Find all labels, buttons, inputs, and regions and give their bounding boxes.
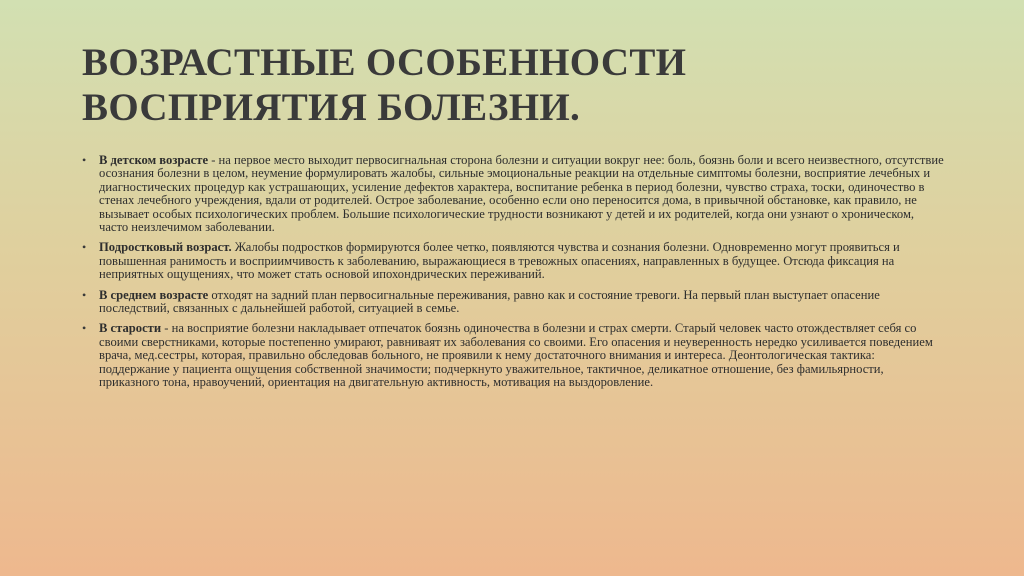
- slide-title-line-1: ВОЗРАСТНЫЕ ОСОБЕННОСТИ: [82, 41, 687, 84]
- bullet-dot-icon: •: [82, 153, 87, 167]
- bullet-dot-icon: •: [82, 321, 87, 336]
- bullet-adolescence: [82, 241, 944, 281]
- bullet-childhood: [82, 154, 944, 234]
- bullet-old-age: [82, 322, 944, 389]
- bullet-text: - на восприятие болезни накладывает отпечаток боязнь одиночества в болезни и страх смерти. Старый человек часто отождествляет себя со своими сверстниками, которые постепенно умирают, равниваят их заболевания со своими. Его опасения и неуверенность нередко усиливается поведением врача, мед.сестры, которая, правильно обследовав больного, не проявили к нему достаточного внимания и интереса. Деонтологическая тактика: поддержание у пациента ощущения собственной значимости; подчеркнуто уважительное, тактичное, деликатное отношение, без фамильярности, приказного тона, нравоучений, ориентация на двигательную активность, мотивация на выздоровление.: [99, 321, 933, 390]
- bullet-middle-age: [82, 289, 944, 316]
- slide-title-line-2: ВОСПРИЯТИЯ БОЛЕЗНИ.: [82, 86, 581, 129]
- bullet-dot-icon: •: [82, 287, 87, 302]
- bullet-dot-icon: •: [82, 240, 87, 255]
- bullet-lead: В среднем возрасте: [99, 287, 209, 302]
- bullet-lead: В детском возрасте: [99, 153, 209, 167]
- bullet-lead: Подростковый возраст.: [99, 240, 232, 255]
- slide-title: [82, 40, 982, 130]
- bullet-lead: В старости: [99, 321, 162, 336]
- bullet-text: отходят на задний план первосигнальные переживания, равно как и состояние тревоги. На первый план выступает опасение последствий, связанных с дальнейшей работой, ситуацией в семье.: [99, 287, 880, 316]
- bullet-text: - на первое место выходит первосигнальная сторона болезни и ситуации вокруг нее: боль, боязнь боли и всего неизвестного, отсутствие осознания болезни в целом, неумение формулировать жалобы, сильные эмоциональные реакции на отдельные симптомы болезни, восприятие лечебных и диагностических процедур как устрашающих, усиление дефектов характера, воспитание ребенка в период болезни, чувство страха, тоски, одиночество в стенах лечебного учреждения, вдали от родителей. Острое заболевание, особенно если оно переносится дома, в привычной обстановке, как правило, не вызывает особых психологических проблем. Большие психологические трудности возникают у детей и их родителей, когда они узнают о хроническом, часто неизлечимом заболевании.: [99, 153, 944, 235]
- bullet-text: Жалобы подростков формируются более четко, появляются чувства и сознания болезни. Одновременно могут проявиться и повышенная ранимость и восприимчивость к заболеванию, выражающиеся в тревожных опасениях, направленных в будущее. Отсюда фиксация на неприятных ощущениях, что может стать основой ипохондрических переживаний.: [99, 240, 900, 282]
- bullet-list: [82, 154, 944, 397]
